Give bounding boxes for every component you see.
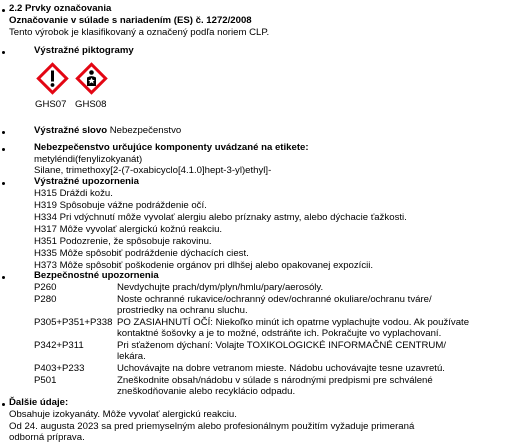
hazard-statement: H335 Môže spôsobiť podráždenie dýchacích ciest. [34, 248, 249, 259]
bullet [2, 276, 5, 279]
precaution-text: Uchovávajte na dobre vetranom mieste. Nádobu uchovávajte tesne uzavretú. [117, 363, 445, 374]
signal-word-label: Výstražné slovo [34, 125, 108, 136]
precaution-code: P342+P311 [34, 340, 84, 351]
hazard-statement: H317 Môže vyvolať alergickú kožnú reakciu. [34, 224, 223, 235]
other-line: Obsahuje izokyanáty. Môže vyvolať alergickú reakciu. [9, 409, 237, 420]
hazard-statement: H319 Spôsobuje vážne podráždenie očí. [34, 200, 207, 211]
other-line: odborná príprava. [9, 432, 85, 443]
section-heading: 2.2 Prvky označovania [9, 3, 112, 14]
ghs07-pictogram [36, 62, 69, 98]
bullet [2, 51, 5, 54]
hazard-statement: H351 Podozrenie, že spôsobuje rakovinu. [34, 236, 212, 247]
ghs08-pictogram [75, 62, 108, 98]
other-title: Ďalšie údaje: [9, 397, 69, 408]
precaution-text: zneškodňovanie alebo recyklácio odpadu. [117, 386, 296, 397]
bullet [2, 9, 5, 12]
signal-word-row [34, 125, 181, 136]
ghs07-code: GHS07 [35, 99, 67, 110]
bullet [2, 131, 5, 134]
signal-word-value: Nebezpečenstvo [109, 125, 182, 136]
precaution-code: P260 [34, 282, 57, 293]
precaution-code: P280 [34, 294, 57, 305]
exclamation-mark-icon [36, 62, 69, 95]
hazard-title: Výstražné upozornenia [34, 176, 140, 187]
precaution-text: Nevdychujte prach/dym/plyn/hmlu/pary/aerosóly. [117, 282, 324, 293]
precaution-text: PO ZASIAHNUTÍ OČÍ: Niekoľko minút ich opatrne vyplachujte vodou. Ak používate [117, 317, 470, 328]
hazard-statement: H373 Môže spôsobiť poškodenie orgánov pri dlhšej alebo opakovanej expozícii. [34, 260, 374, 271]
precaution-text: Pri sťaženom dýchaní: Volajte TOXIKOLOGICKÉ INFORMAČNÉ CENTRUM/ [117, 340, 446, 351]
precaution-code: P403+P233 [34, 363, 85, 374]
precaution-text: Noste ochranné rukavice/ochranný odev/ochranné okuliare/ochranu tváre/ [117, 294, 432, 305]
precaution-text: prostriedky na ochranu sluchu. [117, 305, 248, 316]
component-line: metyléndi(fenylizokyanát) [34, 154, 143, 165]
precaution-title: Bezpečnostné upozornenia [34, 270, 159, 281]
precaution-code: P305+P351+P338 [34, 317, 113, 328]
bullet [2, 182, 5, 185]
precaution-text: Zneškodnite obsah/nádobu v súlade s národnými predpismi pre schválené [117, 375, 433, 386]
hazard-statement: H334 Pri vdýchnutí môže vyvolať alergiu alebo príznaky astmy, alebo dýchacie ťažkosti. [34, 212, 407, 223]
bullet [2, 403, 5, 406]
precaution-text: kontaktné šošovky a je to možné, odstráňte ich. Pokračujte vo vyplachovaní. [117, 328, 442, 339]
components-title: Nebezpečenstvo určujúce komponenty uvádzané na etikete: [34, 142, 309, 153]
ghs08-code: GHS08 [75, 99, 107, 110]
pictograms-title: Výstražné piktogramy [34, 45, 134, 56]
labelling-title: Označovanie v súlade s nariadením (ES) č. 1272/2008 [9, 15, 252, 26]
hazard-statement: H315 Dráždi kožu. [34, 188, 113, 199]
component-line: Silane, trimethoxy[2-(7-oxabicyclo[4.1.0]hept-3-yl)ethyl]- [34, 165, 272, 176]
labelling-text: Tento výrobok je klasifikovaný a označený podľa noriem CLP. [9, 27, 270, 38]
bullet [2, 148, 5, 151]
other-line: Od 24. augusta 2023 sa pred priemyselným alebo profesionálnym použitím vyžaduje primeraná [9, 421, 415, 432]
health-hazard-icon [75, 62, 108, 95]
precaution-text: lekára. [117, 351, 146, 362]
precaution-code: P501 [34, 375, 57, 386]
